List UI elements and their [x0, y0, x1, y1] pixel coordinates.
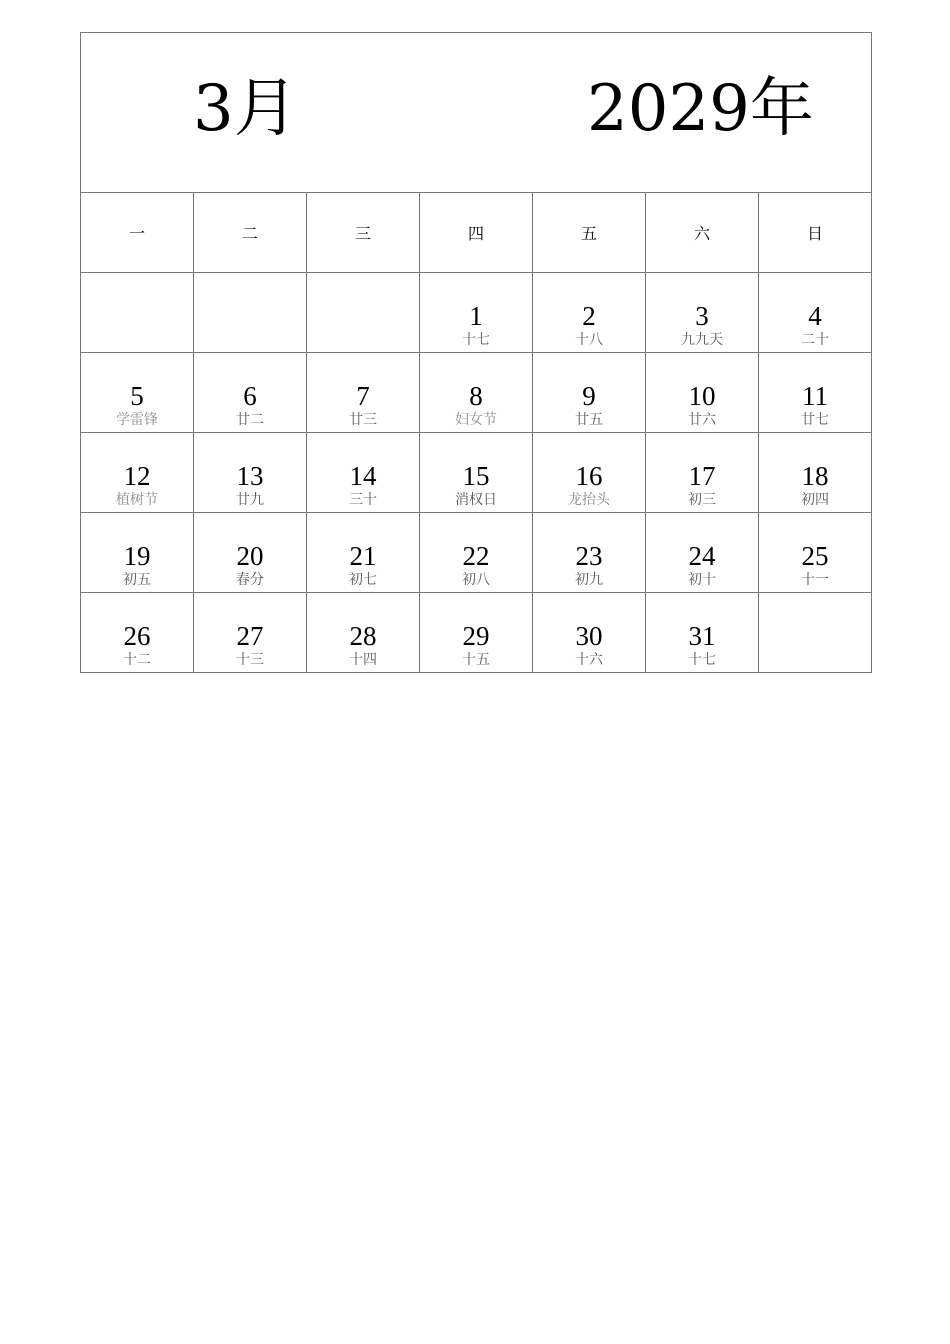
day-number: 6 [243, 380, 257, 411]
day-cell [194, 433, 307, 513]
empty-day-cell [81, 273, 194, 353]
day-number: 1 [469, 300, 483, 331]
lunar-label: 学雷锋 [116, 411, 158, 428]
lunar-label: 十五 [462, 651, 490, 668]
lunar-label: 初七 [349, 571, 377, 588]
lunar-label: 初四 [801, 491, 829, 508]
lunar-label: 初五 [123, 571, 151, 588]
lunar-label: 廿六 [688, 411, 716, 428]
empty-day-cell [759, 593, 872, 673]
day-number: 3 [695, 300, 709, 331]
empty-day-cell [194, 273, 307, 353]
week-row [81, 593, 872, 673]
weekday-row [81, 193, 872, 273]
day-cell [81, 353, 194, 433]
day-number: 20 [236, 540, 264, 571]
lunar-label: 廿九 [236, 491, 264, 508]
lunar-label: 初三 [688, 491, 716, 508]
day-cell [646, 433, 759, 513]
lunar-label: 十二 [123, 651, 151, 668]
lunar-label: 廿五 [575, 411, 603, 428]
month-title: 3月 [193, 72, 298, 146]
day-number: 22 [462, 540, 490, 571]
day-cell [759, 273, 872, 353]
day-cell [533, 513, 646, 593]
day-number: 25 [801, 540, 829, 571]
day-number: 24 [688, 540, 716, 571]
day-number: 28 [349, 620, 377, 651]
day-cell [420, 273, 533, 353]
day-cell [194, 353, 307, 433]
day-cell [420, 353, 533, 433]
empty-day-cell [307, 273, 420, 353]
day-cell [81, 593, 194, 673]
lunar-label: 初十 [688, 571, 716, 588]
day-cell [646, 353, 759, 433]
day-cell [533, 433, 646, 513]
day-cell [533, 353, 646, 433]
day-cell [420, 593, 533, 673]
day-number: 8 [469, 380, 483, 411]
lunar-label: 廿七 [801, 411, 829, 428]
lunar-label: 十八 [575, 331, 603, 348]
day-number: 5 [130, 380, 144, 411]
day-cell [759, 353, 872, 433]
day-number: 13 [236, 460, 264, 491]
day-cell [420, 513, 533, 593]
day-number: 15 [462, 460, 490, 491]
lunar-label: 植树节 [116, 491, 158, 508]
day-number: 9 [582, 380, 596, 411]
day-number: 30 [575, 620, 603, 651]
weeks-body [81, 273, 872, 673]
lunar-label: 九九天 [681, 331, 723, 348]
day-cell [307, 433, 420, 513]
day-number: 14 [349, 460, 377, 491]
lunar-label: 廿二 [236, 411, 264, 428]
day-number: 7 [356, 380, 370, 411]
day-cell [420, 433, 533, 513]
weekday-mon: 一 [81, 193, 194, 273]
day-cell [307, 513, 420, 593]
day-number: 17 [688, 460, 716, 491]
lunar-label: 春分 [236, 571, 264, 588]
day-number: 29 [462, 620, 490, 651]
lunar-label: 初九 [575, 571, 603, 588]
day-cell [533, 593, 646, 673]
day-cell [307, 353, 420, 433]
day-cell [759, 513, 872, 593]
day-number: 2 [582, 300, 596, 331]
day-number: 21 [349, 540, 377, 571]
day-number: 23 [575, 540, 603, 571]
day-number: 4 [808, 300, 822, 331]
day-number: 27 [236, 620, 264, 651]
week-row [81, 513, 872, 593]
day-cell [81, 433, 194, 513]
day-number: 10 [688, 380, 716, 411]
weekday-sun: 日 [759, 193, 872, 273]
day-number: 16 [575, 460, 603, 491]
calendar-header-row [81, 33, 872, 193]
calendar-table [80, 32, 872, 673]
weekday-thu: 四 [420, 193, 533, 273]
week-row [81, 273, 872, 353]
lunar-label: 二十 [801, 331, 829, 348]
day-number: 11 [802, 380, 828, 411]
lunar-label: 十三 [236, 651, 264, 668]
lunar-label: 龙抬头 [568, 491, 610, 508]
day-cell [646, 273, 759, 353]
lunar-label: 廿三 [349, 411, 377, 428]
calendar-header [81, 33, 872, 193]
lunar-label: 三十 [349, 491, 377, 508]
lunar-label: 十六 [575, 651, 603, 668]
day-cell [646, 513, 759, 593]
day-number: 12 [123, 460, 151, 491]
day-cell [194, 593, 307, 673]
day-number: 26 [123, 620, 151, 651]
weekday-tue: 二 [194, 193, 307, 273]
weekday-wed: 三 [307, 193, 420, 273]
day-number: 19 [123, 540, 151, 571]
lunar-label: 十七 [688, 651, 716, 668]
week-row [81, 353, 872, 433]
day-cell [81, 513, 194, 593]
day-cell [533, 273, 646, 353]
lunar-label: 十四 [349, 651, 377, 668]
day-cell [646, 593, 759, 673]
day-number: 18 [801, 460, 829, 491]
lunar-label: 十七 [462, 331, 490, 348]
day-cell [194, 513, 307, 593]
lunar-label: 十一 [801, 571, 829, 588]
lunar-label: 妇女节 [455, 411, 497, 428]
week-row [81, 433, 872, 513]
lunar-label: 消权日 [455, 491, 497, 508]
weekday-fri: 五 [533, 193, 646, 273]
day-number: 31 [688, 620, 716, 651]
year-title: 2029年 [587, 72, 814, 146]
day-cell [307, 593, 420, 673]
lunar-label: 初八 [462, 571, 490, 588]
day-cell [759, 433, 872, 513]
weekday-sat: 六 [646, 193, 759, 273]
